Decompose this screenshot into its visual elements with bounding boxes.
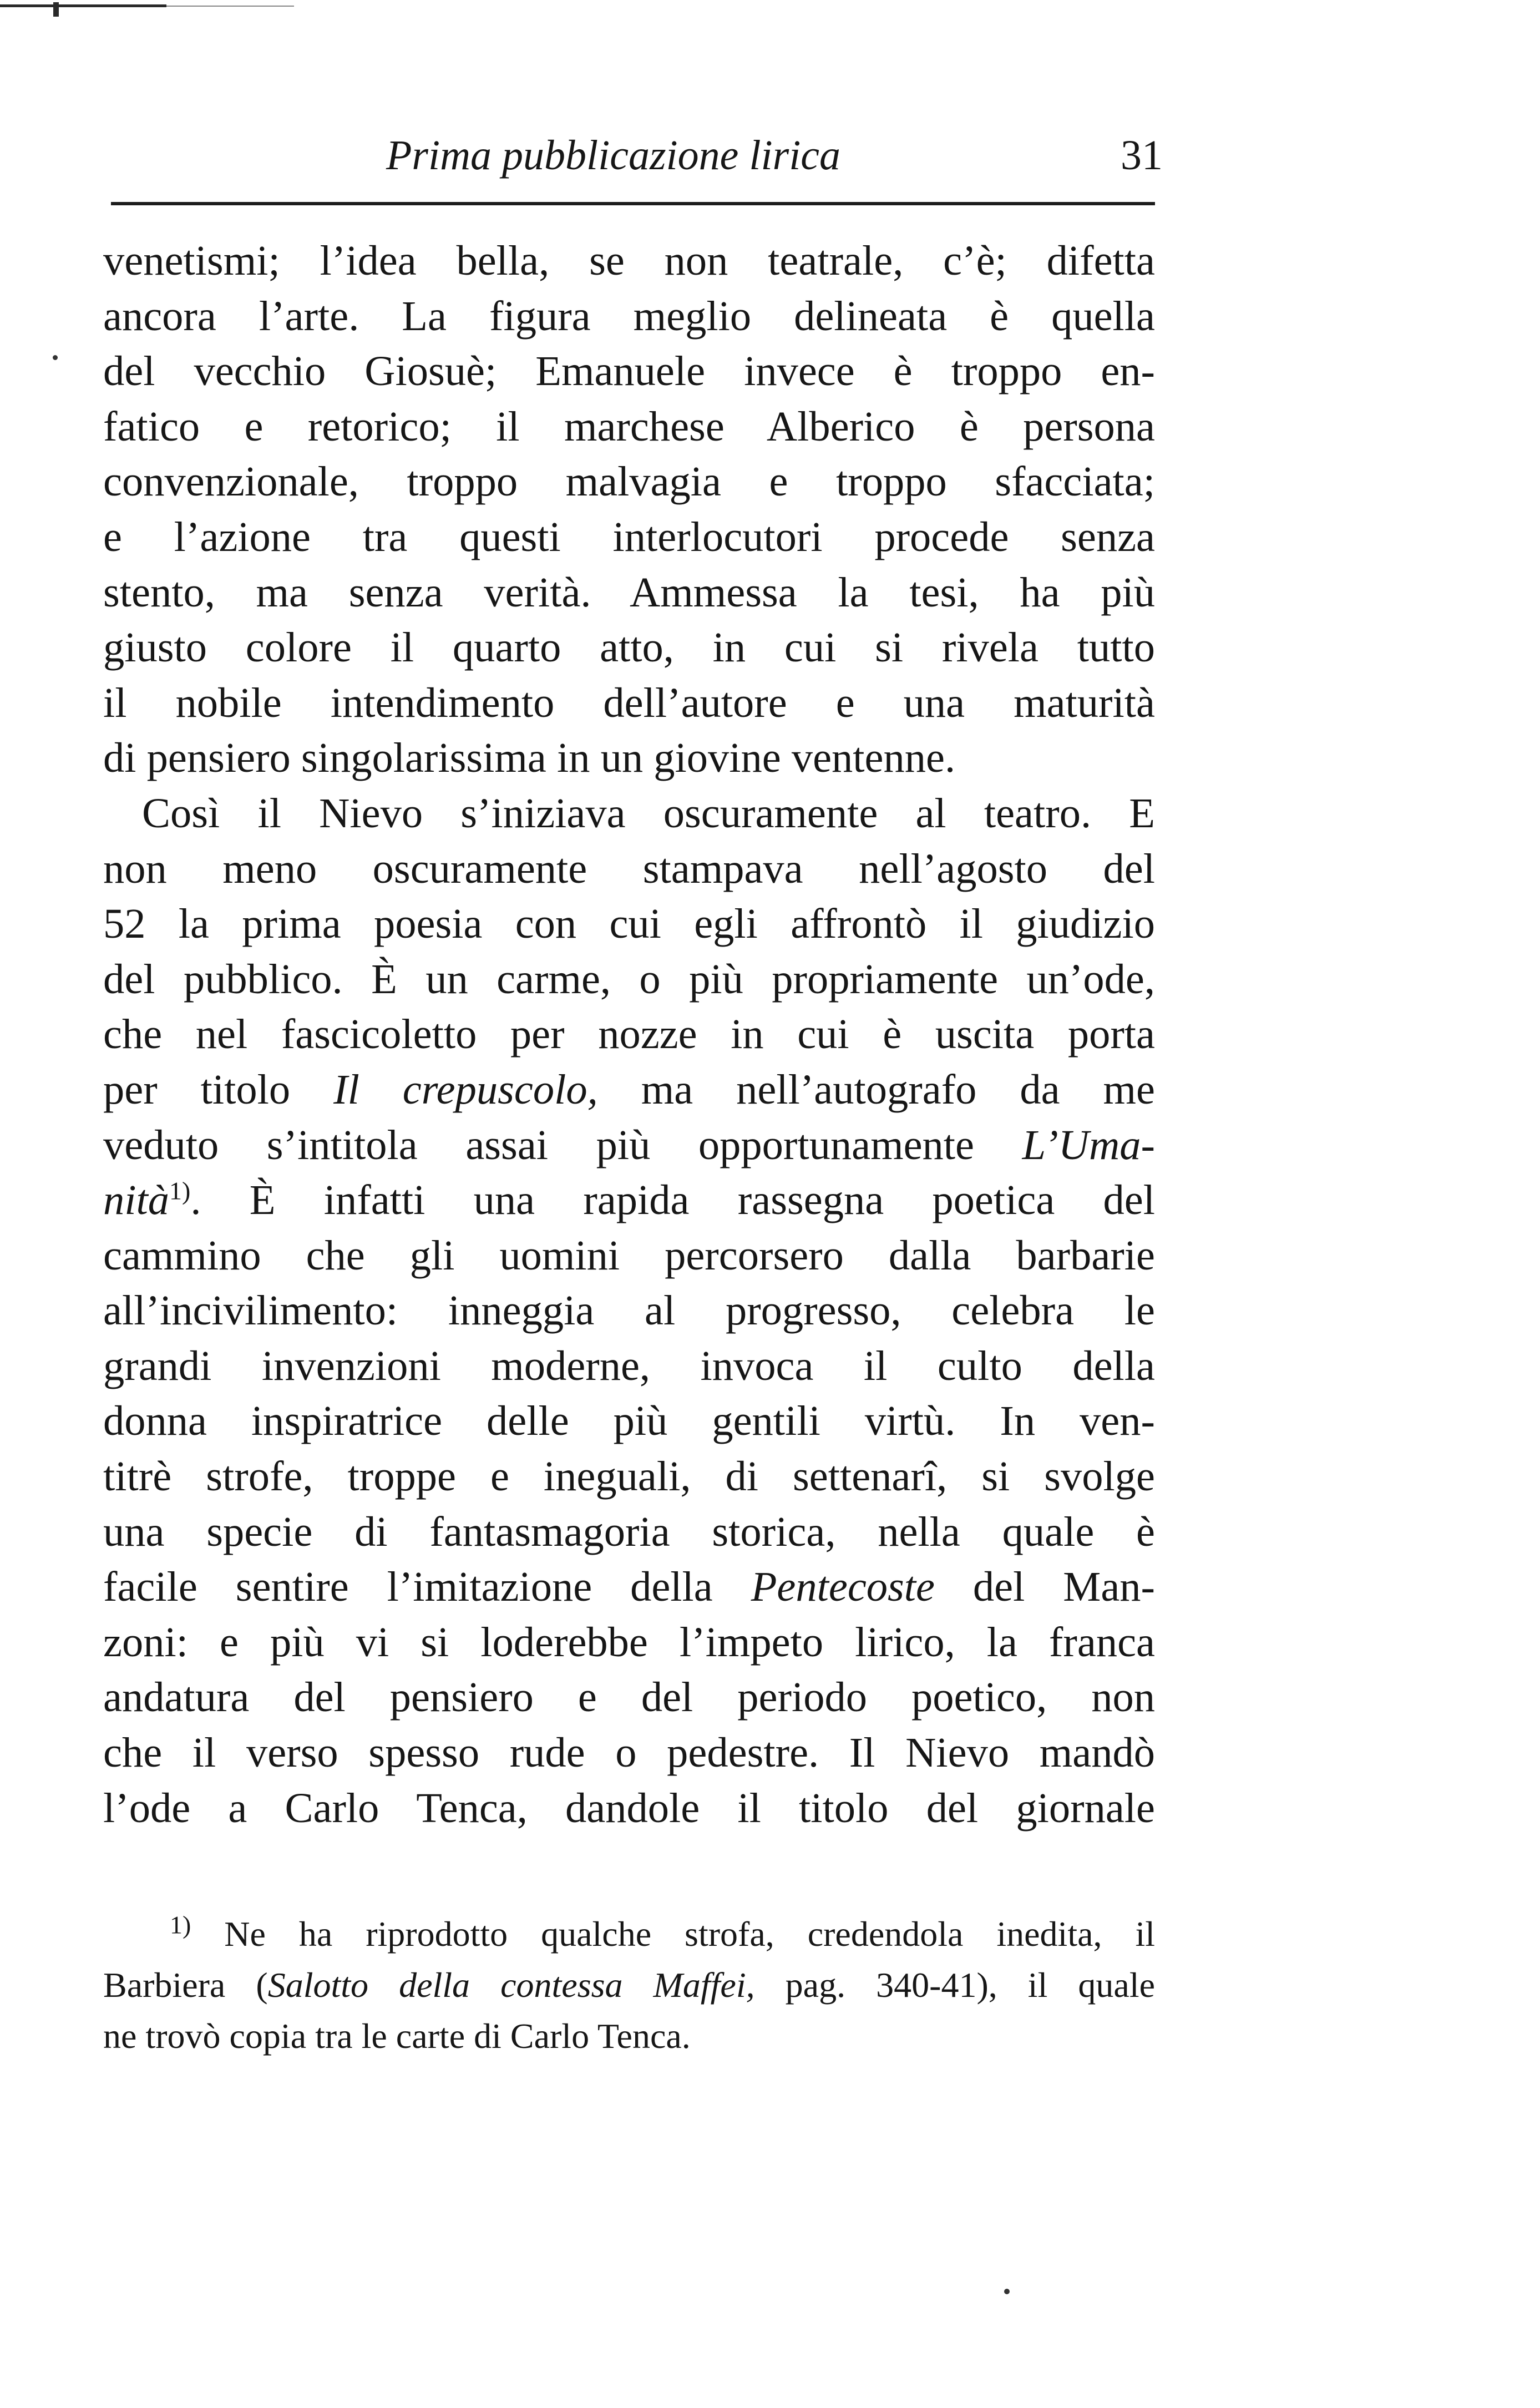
text-line <box>103 1117 1155 1173</box>
text-line: di pensiero singolarissima in un giovine ventenne. <box>103 734 956 782</box>
text-fragment: . È infatti una rapida rassegna poetica del <box>190 1176 1155 1224</box>
footnote <box>103 1909 1155 2062</box>
text-line <box>103 1062 1155 1117</box>
page-number: 31 <box>1121 132 1163 179</box>
text-line: il nobile intendimento dell’autore e una maturità <box>103 679 1155 726</box>
main-text <box>103 233 1155 1835</box>
text-line: del vecchio Giosuè; Emanuele invece è troppo en- <box>103 347 1155 395</box>
text-line: e l’azione tra questi interlocutori procede senza <box>103 513 1155 560</box>
footnote-line: ne trovò copia tra le carte di Carlo Tenca. <box>103 2016 691 2056</box>
running-title: Prima pubblicazione lirica <box>386 132 841 179</box>
text-line: Così il Nievo s’iniziava oscuramente al teatro. E <box>142 789 1155 837</box>
text-line: non meno oscuramente stampava nell’agosto del <box>103 844 1155 892</box>
text-line: donna inspiratrice delle più gentili virtù. In ven- <box>103 1397 1155 1445</box>
text-line: che il verso spesso rude o pedestre. Il Nievo mandò <box>103 1729 1155 1777</box>
text-fragment: veduto s’intitola assai più opportunamente <box>103 1121 1022 1168</box>
text-line: l’ode a Carlo Tenca, dandole il titolo del giornale <box>103 1784 1155 1832</box>
footnote-reference: 1) <box>169 1176 191 1205</box>
text-line <box>103 1559 1155 1615</box>
page-header <box>103 111 1163 183</box>
text-line: andatura del pensiero e del periodo poetico, non <box>103 1673 1155 1721</box>
text-line: del pubblico. È un carme, o più propriamente un’ode, <box>103 955 1155 1003</box>
text-line: cammino che gli uomini percorsero dalla barbarie <box>103 1231 1155 1279</box>
footnote-line <box>103 1909 1155 1960</box>
text-fragment: per titolo <box>103 1065 334 1113</box>
work-title: Pentecoste <box>751 1563 935 1611</box>
text-fragment: del Man- <box>935 1563 1155 1611</box>
text-line: grandi invenzioni moderne, invoca il culto della <box>103 1342 1155 1389</box>
text-line: 52 la prima poesia con cui egli affrontò il giudizio <box>103 900 1155 948</box>
text-line: ancora l’arte. La figura meglio delineata è quella <box>103 292 1155 340</box>
work-title: Salotto della contessa Maffei, <box>267 1965 755 2005</box>
text-fragment: Ne ha riprodotto qualche strofa, credendola inedita, il <box>224 1914 1156 1954</box>
text-line: stento, ma senza verità. Ammessa la tesi, ha più <box>103 568 1155 616</box>
text-line: venetismi; l’idea bella, se non teatrale, c’è; difetta <box>103 237 1155 284</box>
text-line: giusto colore il quarto atto, in cui si rivela tutto <box>103 624 1155 671</box>
scan-artifact <box>0 4 166 7</box>
text-fragment: Barbiera ( <box>103 1965 268 2005</box>
footnote-marker: 1) <box>170 1910 191 1939</box>
text-line: fatico e retorico; il marchese Alberico è persona <box>103 402 1155 450</box>
text-fragment: facile sentire l’imitazione della <box>103 1563 751 1611</box>
work-title: Il crepuscolo, <box>333 1065 598 1113</box>
footnote-line <box>103 1960 1155 2011</box>
text-line: titrè strofe, troppe e ineguali, di settenarî, si svolge <box>103 1453 1155 1500</box>
scan-artifact <box>166 6 294 7</box>
work-title: L’Uma- <box>1022 1121 1155 1168</box>
scan-speck <box>53 355 58 360</box>
text-line <box>103 1172 1155 1228</box>
text-line: all’incivilimento: inneggia al progresso, celebra le <box>103 1287 1155 1334</box>
scan-speck <box>1004 2289 1010 2294</box>
text-line: zoni: e più vi si loderebbe l’impeto lirico, la franca <box>103 1618 1155 1666</box>
work-title: nità <box>103 1176 170 1224</box>
text-line: che nel fascicoletto per nozze in cui è uscita porta <box>103 1010 1155 1058</box>
text-fragment: pag. 340-41), il quale <box>754 1965 1156 2005</box>
text-fragment: ma nell’autografo da me <box>597 1065 1155 1113</box>
text-line: convenzionale, troppo malvagia e troppo sfacciata; <box>103 458 1155 505</box>
scan-artifact <box>53 2 59 17</box>
header-rule <box>111 202 1155 205</box>
text-line: una specie di fantasmagoria storica, nella quale è <box>103 1507 1155 1555</box>
